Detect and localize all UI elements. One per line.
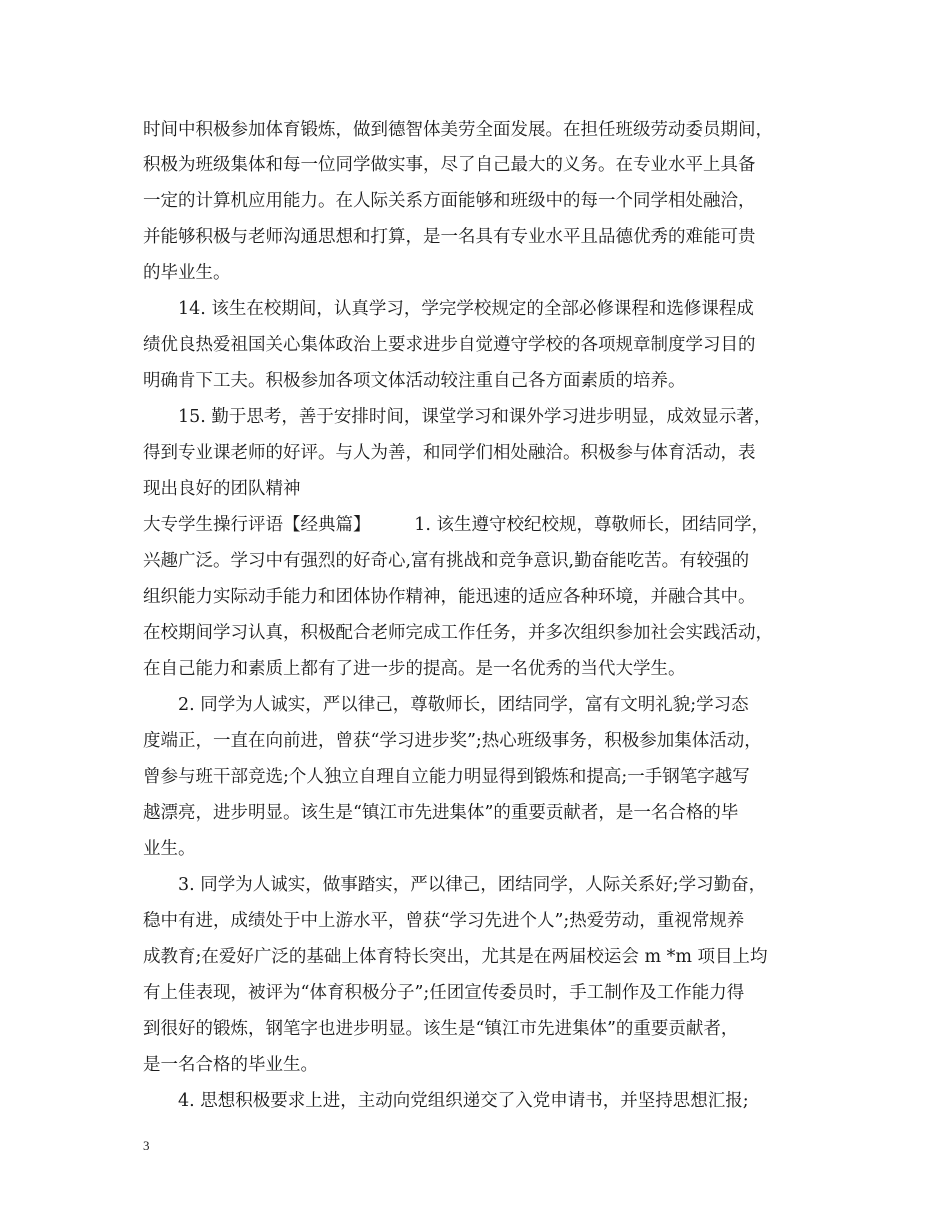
text-line: 15. 勤于思考，善于安排时间，课堂学习和课外学习进步明显，成效显示著， [178, 407, 772, 427]
text-line: 到很好的锻炼，钢笔字也进步明显。该生是“镇江市先进集体”的重要贡献者， [143, 1019, 739, 1039]
text-line: 绩优良热爱祖国关心集体政治上要求进步自觉遵守学校的各项规章制度学习目的 [143, 335, 756, 355]
text-line: 度端正，一直在向前进，曾获“学习进步奖”;热心班级事务，积极参加集体活动， [143, 731, 762, 751]
text-line: 组织能力实际动手能力和团体协作精神，能迅速的适应各种环境，并融合其中。 [143, 587, 756, 607]
text-line: 在自己能力和素质上都有了进一步的提高。是一名优秀的当代大学生。 [143, 659, 686, 679]
text-line: 并能够积极与老师沟通思想和打算，是一名具有专业水平且品德优秀的难能可贵 [143, 227, 756, 247]
text-line: 成教育;在爱好广泛的基础上体育特长突出，尤其是在两届校运会 m *m 项目上均 [143, 947, 768, 967]
text-line: 兴趣广泛。学习中有强烈的好奇心,富有挑战和竞争意识,勤奋能吃苦。有较强的 [143, 551, 750, 571]
text-line: 时间中积极参加体育锻炼，做到德智体美劳全面发展。在担任班级劳动委员期间， [143, 120, 773, 140]
text-line: 越漂亮，进步明显。该生是“镇江市先进集体”的重要贡献者，是一名合格的毕 [143, 803, 739, 823]
text-line: 的毕业生。 [143, 263, 231, 283]
text-line: 曾参与班干部竞选;个人独立自理自立能力明显得到锻炼和提高;一手钢笔字越写 [143, 767, 750, 787]
text-line: 明确肯下工夫。积极参加各项文体活动较注重自己各方面素质的培养。 [143, 371, 686, 391]
text-line: 有上佳表现，被评为“体育积极分子”;任团宣传委员时，手工制作及工作能力得 [143, 983, 745, 1003]
page-number: 3 [143, 1138, 150, 1153]
text-line: 一定的计算机应用能力。在人际关系方面能够和班级中的每一个同学相处融洽， [143, 191, 756, 211]
text-line: 现出良好的团队精神 [143, 479, 301, 499]
text-line: 在校期间学习认真，积极配合老师完成工作任务，并多次组织参加社会实践活动， [143, 623, 773, 643]
text-line: 稳中有进，成绩处于中上游水平，曾获“学习先进个人”;热爱劳动，重视常规养 [143, 911, 745, 931]
text-line: 得到专业课老师的好评。与人为善，和同学们相处融洽。积极参与体育活动，表 [143, 443, 756, 463]
text-line: 大专学生操行评语【经典篇】 1. 该生遵守校纪校规，尊敬师长，团结同学， [143, 515, 770, 535]
text-line: 2. 同学为人诚实，严以律己，尊敬师长，团结同学，富有文明礼貌;学习态 [178, 695, 749, 715]
text-line: 是一名合格的毕业生。 [143, 1055, 318, 1075]
text-line: 积极为班级集体和每一位同学做实事，尽了自己最大的义务。在专业水平上具备 [143, 155, 756, 175]
text-line: 业生。 [143, 839, 196, 859]
text-line: 4. 思想积极要求上进，主动向党组织递交了入党申请书，并坚持思想汇报; [178, 1091, 749, 1111]
text-line: 14. 该生在校期间，认真学习，学完学校规定的全部必修课程和选修课程成 [178, 299, 754, 319]
text-line: 3. 同学为人诚实，做事踏实，严以律己，团结同学，人际关系好;学习勤奋， [178, 875, 767, 895]
